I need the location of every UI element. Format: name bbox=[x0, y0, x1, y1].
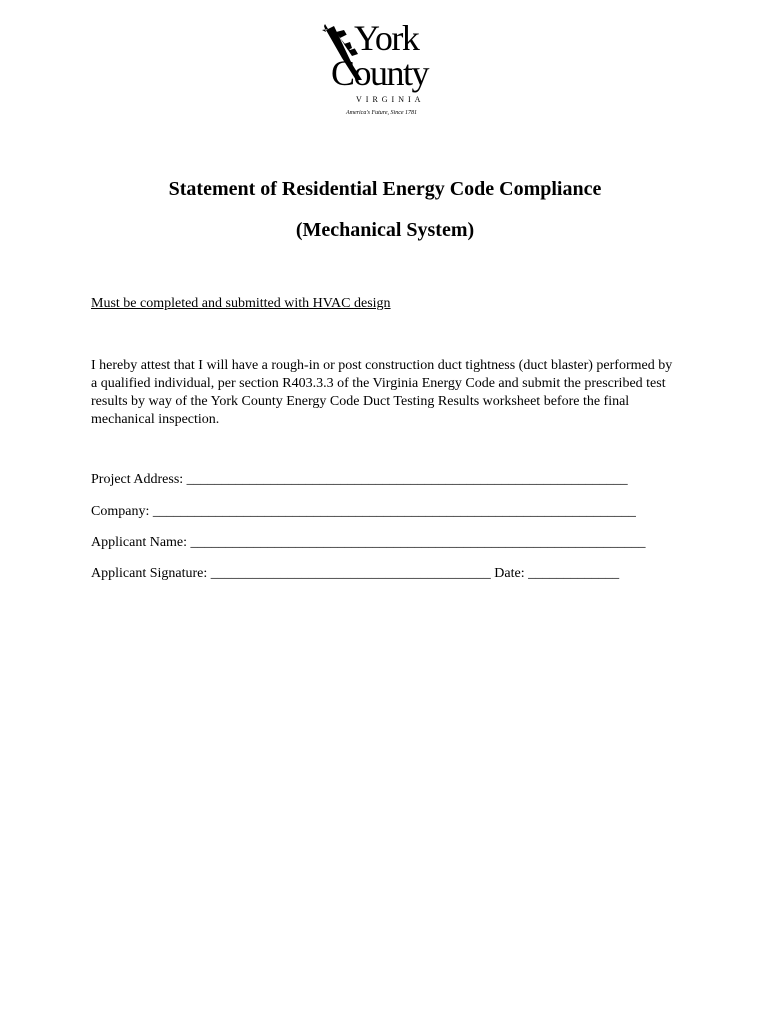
project-address-field[interactable]: Project Address: _______________________________________________________________ bbox=[91, 472, 628, 487]
york-county-logo bbox=[322, 18, 440, 122]
document-title: Statement of Residential Energy Code Compliance bbox=[168, 178, 602, 200]
submission-note: Must be completed and submitted with HVAC design bbox=[91, 296, 391, 311]
logo-state-text: VIRGINIA bbox=[356, 95, 425, 104]
date-field[interactable]: Date: _____________ bbox=[494, 566, 620, 581]
logo-tagline: America's Future, Since 1781 bbox=[346, 110, 418, 116]
company-field[interactable]: Company: _____________________________________________________________________ bbox=[91, 504, 636, 519]
logo-york-text: York bbox=[354, 18, 419, 58]
attestation-paragraph: I hereby attest that I will have a rough-in or post construction duct tightness (duct blaster) performed by a qualified individual, per section R403.3.3 of the Virginia Energy Code and submit the prescribed test results by way of the York County Energy Code Duct Testing Results worksheet before the final mechanical inspection. bbox=[91, 358, 673, 427]
applicant-name-field[interactable]: Applicant Name: _________________________________________________________________ bbox=[91, 535, 646, 550]
applicant-signature-field[interactable]: Applicant Signature: ________________________________________ bbox=[91, 566, 491, 581]
logo-county-text: County bbox=[331, 53, 429, 93]
signature-date-row bbox=[91, 565, 619, 583]
document-subtitle: (Mechanical System) bbox=[295, 219, 475, 241]
